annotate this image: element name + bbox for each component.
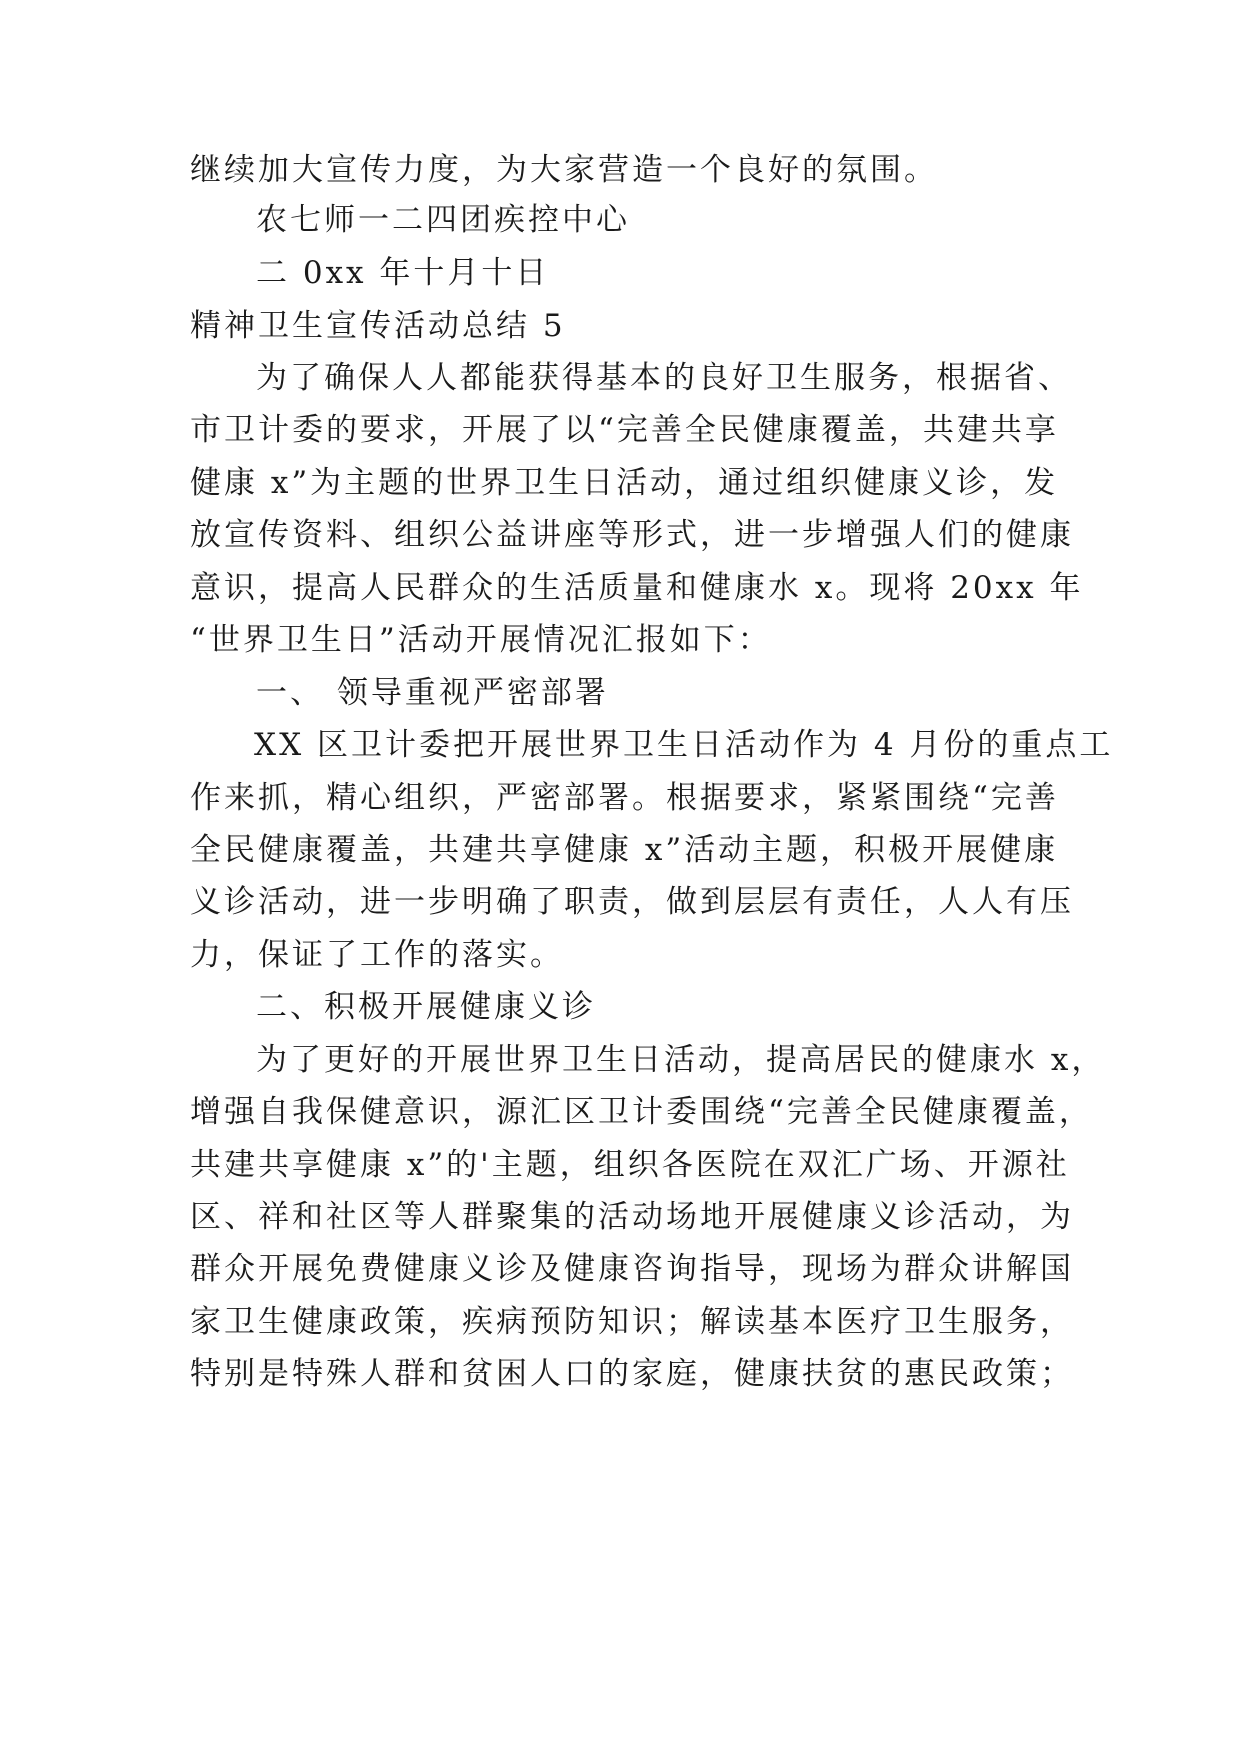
paragraph-line: 继续加大宣传力度，为大家营造一个良好的氛围。 [190, 152, 938, 188]
subsection-heading: 一、 领导重视严密部署 [256, 675, 609, 711]
paragraph-line: 市卫计委的要求，开展了以“完善全民健康覆盖，共建共享 [190, 412, 1059, 448]
paragraph-line: 全民健康覆盖，共建共享健康 x”活动主题，积极开展健康 [190, 832, 1059, 868]
paragraph-line: 健康 x”为主题的世界卫生日活动，通过组织健康义诊，发 [190, 465, 1059, 501]
paragraph-line: 力，保证了工作的落实。 [190, 937, 564, 973]
paragraph-line: 作来抓，精心组织，严密部署。根据要求，紧紧围绕“完善 [190, 780, 1059, 816]
paragraph-line: 为了确保人人都能获得基本的良好卫生服务，根据省、 [256, 360, 1072, 396]
paragraph-line: 群众开展免费健康义诊及健康咨询指导，现场为群众讲解国 [190, 1251, 1074, 1287]
paragraph-line: 特别是特殊人群和贫困人口的家庭，健康扶贫的惠民政策； [190, 1356, 1074, 1392]
paragraph-line: 义诊活动，进一步明确了职责，做到层层有责任，人人有压 [190, 884, 1074, 920]
paragraph-line: “世界卫生日”活动开展情况汇报如下： [190, 622, 772, 658]
paragraph-line: 区、祥和社区等人群聚集的活动场地开展健康义诊活动，为 [190, 1199, 1074, 1235]
paragraph-line: 放宣传资料、组织公益讲座等形式，进一步增强人们的健康 [190, 517, 1074, 553]
section-title: 精神卫生宣传活动总结 5 [190, 308, 566, 344]
paragraph-line: XX 区卫计委把开展世界卫生日活动作为 4 月份的重点工 [254, 727, 1114, 763]
paragraph-line: 为了更好的开展世界卫生日活动，提高居民的健康水 x， [256, 1042, 1106, 1078]
signature-organization: 农七师一二四团疾控中心 [256, 202, 630, 238]
signature-date: 二 0xx 年十月十日 [256, 255, 550, 291]
paragraph-line: 意识，提高人民群众的生活质量和健康水 x。现将 20xx 年 [190, 570, 1084, 606]
paragraph-line: 共建共享健康 x”的'主题，组织各医院在双汇广场、开源社 [190, 1147, 1070, 1183]
paragraph-line: 增强自我保健意识，源汇区卫计委围绕“完善全民健康覆盖， [190, 1094, 1093, 1130]
paragraph-line: 家卫生健康政策，疾病预防知识；解读基本医疗卫生服务， [190, 1304, 1074, 1340]
subsection-heading: 二、积极开展健康义诊 [256, 989, 596, 1025]
